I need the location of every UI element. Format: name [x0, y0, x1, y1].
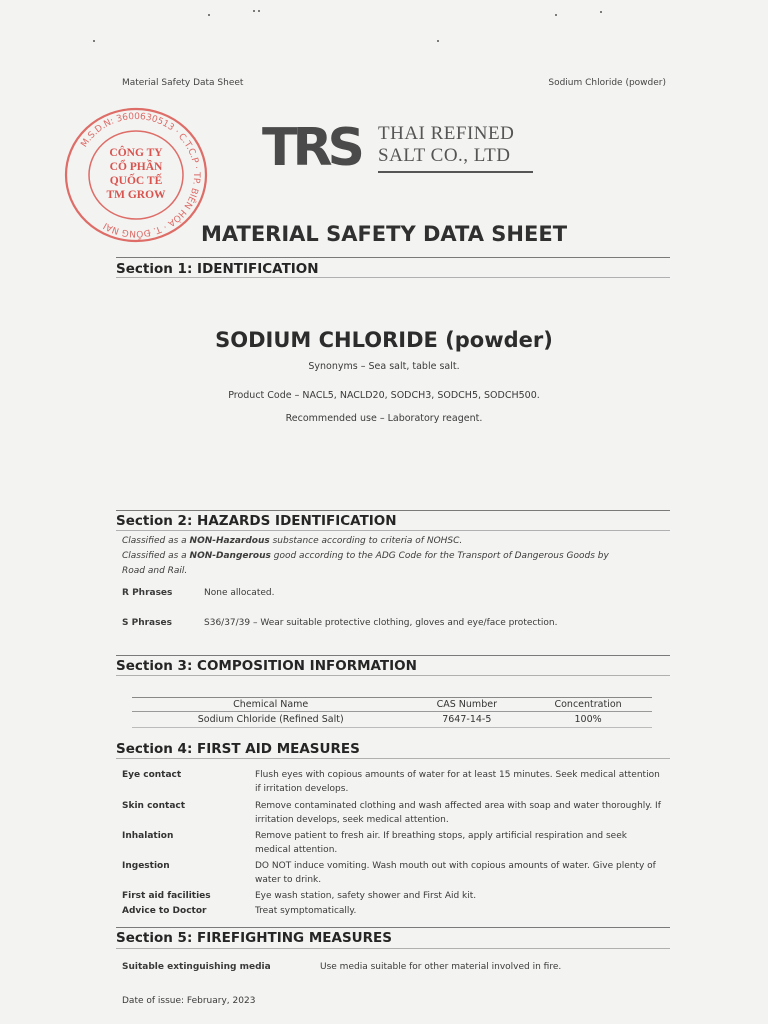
logo-company-name [378, 123, 514, 167]
first-aid-label: Ingestion [122, 861, 170, 871]
scan-speck [253, 10, 255, 12]
product-code: Product Code – NACL5, NACLD20, SODCH3, SODCH5, SODCH500. [228, 390, 540, 401]
logo-mark: TRS [262, 118, 360, 178]
date-of-issue: Date of issue: February, 2023 [122, 996, 256, 1006]
section-rule [116, 530, 670, 531]
extinguishing-media-value: Use media suitable for other material involved in fire. [320, 962, 562, 972]
col-concentration: Concentration [524, 698, 652, 712]
stamp-line-4: TM GROW [106, 189, 166, 201]
cell-chemical-name: Sodium Chloride (Refined Salt) [132, 712, 409, 728]
stamp-ring-text: M.S.D.N: 3600630513 · C.T.C.P · TP. BIÊN HÒA · T. ĐỒNG NAI [79, 111, 202, 239]
hazard-classification-3: Road and Rail. [122, 566, 188, 576]
col-chemical-name: Chemical Name [132, 698, 409, 712]
cell-cas-number: 7647-14-5 [409, 712, 524, 728]
section-rule [116, 948, 670, 949]
section-rule [116, 675, 670, 676]
stamp-line-3: QUỐC TẾ [109, 175, 163, 187]
document-title: MATERIAL SAFETY DATA SHEET [200, 222, 568, 246]
synonyms: Synonyms – Sea salt, table salt. [308, 361, 460, 372]
scan-speck [208, 14, 210, 16]
first-aid-label: Advice to Doctor [122, 906, 207, 916]
running-header-right: Sodium Chloride (powder) [548, 78, 666, 88]
first-aid-text: Remove contaminated clothing and wash affected area with soap and water thoroughly. If irritation develops, seek medical attention. [255, 801, 661, 825]
section-rule [116, 510, 670, 511]
logo-name-line-2: SALT CO., LTD [378, 145, 511, 166]
first-aid-text: Treat symptomatically. [255, 906, 357, 916]
first-aid-text: Remove patient to fresh air. If breathing stops, apply artificial respiration and seek medical attention. [255, 831, 627, 855]
hazard-classification-2: Classified as a NON-Dangerous good according to the ADG Code for the Transport of Dangerous Goods by [122, 551, 609, 561]
stamp-line-1: CÔNG TY [109, 147, 163, 159]
first-aid-text: Eye wash station, safety shower and First Aid kit. [255, 891, 477, 901]
composition-header-row [132, 698, 652, 712]
section-5-title: Section 5: FIREFIGHTING MEASURES [116, 930, 392, 946]
recommended-use: Recommended use – Laboratory reagent. [285, 413, 483, 424]
section-rule [116, 758, 670, 759]
extinguishing-media-label: Suitable extinguishing media [122, 962, 271, 972]
composition-table [132, 697, 652, 728]
section-2-title: Section 2: HAZARDS IDENTIFICATION [116, 513, 397, 529]
section-rule [116, 655, 670, 656]
scan-speck [258, 10, 260, 12]
r-phrases-label: R Phrases [122, 588, 173, 598]
section-rule [116, 927, 670, 928]
section-4-title: Section 4: FIRST AID MEASURES [116, 741, 360, 757]
running-header-left: Material Safety Data Sheet [122, 78, 244, 88]
company-logo [262, 118, 552, 188]
scan-speck [93, 40, 95, 42]
s-phrases-value: S36/37/39 – Wear suitable protective clothing, gloves and eye/face protection. [204, 618, 558, 628]
hazard-classification-1: Classified as a NON-Hazardous substance according to criteria of NOHSC. [122, 536, 463, 546]
r-phrases-value: None allocated. [204, 588, 275, 598]
first-aid-text: DO NOT induce vomiting. Wash mouth out with copious amounts of water. Give plenty of water to drink. [255, 861, 656, 885]
stamp-line-2: CỔ PHẦN [109, 161, 163, 173]
section-rule [116, 257, 670, 258]
col-cas-number: CAS Number [409, 698, 524, 712]
product-name: SODIUM CHLORIDE (powder) [215, 328, 553, 352]
first-aid-label: Skin contact [122, 801, 186, 811]
first-aid-label: Eye contact [122, 770, 182, 780]
first-aid-text: Flush eyes with copious amounts of water for at least 15 minutes. Seek medical attention if irritation develops. [255, 770, 660, 794]
scan-speck [437, 40, 439, 42]
scan-speck [555, 14, 557, 16]
first-aid-label: Inhalation [122, 831, 174, 841]
s-phrases-label: S Phrases [122, 618, 172, 628]
table-row [132, 712, 652, 728]
logo-name-line-1: THAI REFINED [378, 123, 515, 144]
logo-underline [378, 171, 533, 173]
cell-concentration: 100% [524, 712, 652, 728]
section-1-title: Section 1: IDENTIFICATION [116, 261, 319, 277]
first-aid-label: First aid facilities [122, 891, 211, 901]
section-3-title: Section 3: COMPOSITION INFORMATION [116, 658, 417, 674]
scan-speck [600, 11, 602, 13]
section-rule [116, 277, 670, 278]
